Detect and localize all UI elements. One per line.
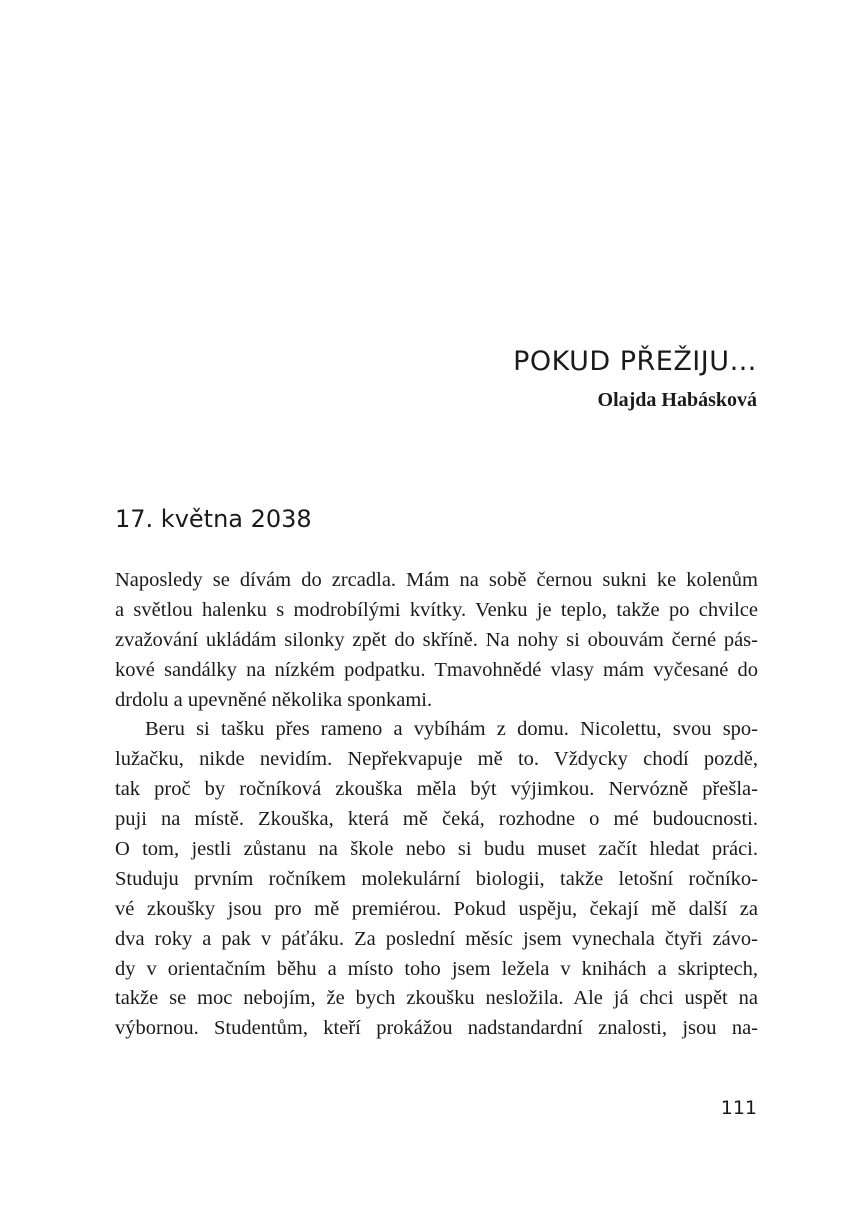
text-line: a světlou halenku s modrobílými kvítky. Venku je teplo, takže po chvilce [115, 598, 758, 621]
chapter-author: Olajda Habásková [597, 389, 757, 411]
page-number: 111 [720, 1097, 757, 1119]
text-line: kové sandálky na nízkém podpatku. Tmavohnědé vlasy mám vyčesané do [115, 658, 758, 681]
chapter-title: POKUD PŘEŽIJU… [513, 346, 757, 377]
text-line: dva roky a pak v páťáku. Za poslední měsíc jsem vynechala čtyři závo- [115, 927, 758, 950]
text-line: takže se moc nebojím, že bych zkoušku nesložila. Ale já chci uspět na [115, 987, 758, 1010]
text-line: puji na místě. Zkouška, která mě čeká, rozhodne o mé budoucnosti. [115, 808, 758, 831]
text-line: O tom, jestli zůstanu na škole nebo si budu muset začít hledat práci. [115, 838, 758, 861]
text-line: Studuju prvním ročníkem molekulární biologii, takže letošní ročníko- [115, 867, 758, 890]
paragraph-2 [115, 715, 758, 1044]
entry-date-heading: 17. května 2038 [115, 505, 312, 533]
paragraph-1 [115, 566, 758, 715]
text-line: drdolu a upevněné několika sponkami. [115, 688, 433, 711]
text-line: Beru si tašku přes rameno a vybíhám z domu. Nicolettu, svou spo- [145, 718, 758, 741]
text-line: Naposledy se dívám do zrcadla. Mám na sobě černou sukni ke kolenům [115, 569, 758, 591]
text-line: výbornou. Studentům, kteří prokážou nadstandardní znalosti, jsou na- [115, 1017, 758, 1040]
body-text [115, 566, 758, 1044]
text-line: vé zkoušky jsou pro mě premiérou. Pokud uspěju, čekají mě další za [115, 897, 758, 920]
text-line: zvažování ukládám silonky zpět do skříně. Na nohy si obouvám černé pás- [115, 628, 758, 651]
text-line: lužačku, nikde nevidím. Nepřekvapuje mě to. Vždycky chodí pozdě, [115, 748, 758, 771]
text-line: dy v orientačním běhu a místo toho jsem ležela v knihách a skriptech, [115, 957, 758, 980]
text-line: tak proč by ročníková zkouška měla být výjimkou. Nervózně přešla- [115, 778, 758, 801]
